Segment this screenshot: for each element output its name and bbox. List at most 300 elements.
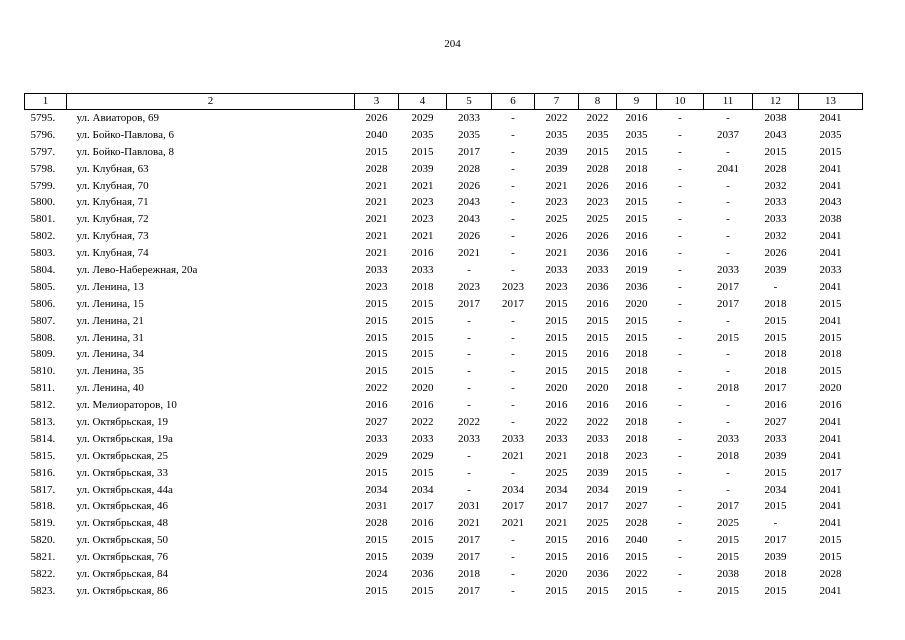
header-cell: 6 <box>492 94 535 110</box>
table-row <box>25 532 863 549</box>
row-number: 5815. <box>30 449 56 462</box>
year-cell: 2021 <box>365 230 388 243</box>
year-cell: 2022 <box>586 415 609 428</box>
year-cell: 2021 <box>502 449 524 462</box>
year-cell: 2015 <box>586 331 609 344</box>
year-cell: - <box>511 213 515 226</box>
year-cell: 2035 <box>586 128 609 141</box>
year-cell: 2021 <box>411 179 434 192</box>
year-cell: 2022 <box>586 111 609 124</box>
year-cell: 2015 <box>819 331 842 344</box>
year-cell: 2018 <box>764 567 787 580</box>
year-cell: 2041 <box>819 111 842 124</box>
year-cell: - <box>773 517 778 530</box>
year-cell: 2017 <box>717 500 739 513</box>
row-number: 5804. <box>30 263 56 276</box>
year-cell: 2028 <box>625 517 648 530</box>
row-number: 5813. <box>30 415 56 428</box>
year-cell: 2019 <box>625 483 648 496</box>
year-cell: - <box>467 348 471 361</box>
year-cell: 2040 <box>625 534 648 547</box>
year-cell: - <box>511 399 515 412</box>
year-cell: 2024 <box>365 567 388 580</box>
year-cell: 2016 <box>625 247 648 260</box>
year-cell: 2015 <box>411 534 434 547</box>
year-cell: - <box>726 314 730 327</box>
year-cell: 2015 <box>545 297 568 310</box>
year-cell: 2015 <box>365 584 388 597</box>
row-number: 5800. <box>30 196 56 209</box>
year-cell: 2020 <box>625 297 648 310</box>
year-cell: 2015 <box>545 348 568 361</box>
year-cell: 2021 <box>458 517 480 530</box>
row-number: 5819. <box>30 517 56 530</box>
address-cell: ул. Клубная, 72 <box>76 213 149 226</box>
year-cell: 2043 <box>458 196 480 209</box>
year-cell: 2033 <box>717 432 739 445</box>
year-cell: 2015 <box>625 145 648 158</box>
year-cell: 2022 <box>545 415 568 428</box>
row-number: 5814. <box>30 432 56 445</box>
year-cell: 2028 <box>365 162 388 175</box>
address-cell: ул. Лево-Набережная, 20а <box>76 263 198 276</box>
year-cell: 2023 <box>545 196 568 209</box>
year-cell: 2015 <box>545 534 568 547</box>
year-cell: 2016 <box>625 399 648 412</box>
year-cell: 2016 <box>586 348 609 361</box>
year-cell: 2015 <box>764 314 787 327</box>
year-cell: 2025 <box>545 466 568 479</box>
year-cell: 2018 <box>625 432 648 445</box>
year-cell: 2043 <box>819 196 842 209</box>
year-cell: - <box>678 382 682 395</box>
year-cell: - <box>678 162 682 175</box>
address-cell: ул. Авиаторов, 69 <box>76 111 159 124</box>
year-cell: 2017 <box>458 534 480 547</box>
year-cell: 2015 <box>819 551 842 564</box>
year-cell: 2018 <box>625 162 648 175</box>
year-cell: 2016 <box>411 247 434 260</box>
year-cell: - <box>678 348 682 361</box>
year-cell: - <box>726 365 730 378</box>
year-cell: - <box>678 517 682 530</box>
year-cell: 2015 <box>411 348 434 361</box>
year-cell: 2017 <box>458 145 480 158</box>
year-cell: 2020 <box>545 567 568 580</box>
row-number: 5821. <box>30 551 56 564</box>
row-number: 5795. <box>30 111 56 124</box>
year-cell: 2016 <box>586 534 609 547</box>
year-cell: 2041 <box>717 162 739 175</box>
year-cell: 2018 <box>625 415 648 428</box>
year-cell: - <box>467 263 471 276</box>
year-cell: 2033 <box>411 432 434 445</box>
year-cell: - <box>511 145 515 158</box>
year-cell: 2017 <box>502 297 524 310</box>
year-cell: 2015 <box>365 365 388 378</box>
year-cell: 2041 <box>819 247 842 260</box>
year-cell: 2027 <box>764 415 787 428</box>
year-cell: - <box>678 415 682 428</box>
year-cell: - <box>726 348 730 361</box>
year-cell: 2018 <box>586 449 609 462</box>
year-cell: 2020 <box>545 382 568 395</box>
year-cell: 2015 <box>545 551 568 564</box>
year-cell: 2018 <box>819 348 842 361</box>
row-number: 5798. <box>30 162 56 175</box>
year-cell: 2025 <box>717 517 739 530</box>
year-cell: 2034 <box>411 483 434 496</box>
year-cell: 2033 <box>458 111 480 124</box>
table-row <box>25 228 863 245</box>
row-number: 5807. <box>30 314 56 327</box>
year-cell: 2032 <box>764 179 787 192</box>
year-cell: 2015 <box>365 331 388 344</box>
year-cell: 2041 <box>819 280 842 293</box>
year-cell: 2015 <box>411 365 434 378</box>
year-cell: 2016 <box>819 399 842 412</box>
year-cell: 2017 <box>819 466 842 479</box>
year-cell: 2015 <box>819 297 842 310</box>
year-cell: 2016 <box>365 399 388 412</box>
year-cell: 2033 <box>586 432 609 445</box>
year-cell: 2033 <box>764 196 787 209</box>
year-cell: 2033 <box>502 432 524 445</box>
year-cell: 2039 <box>411 162 434 175</box>
year-cell: - <box>678 263 682 276</box>
address-cell: ул. Октябрьская, 84 <box>76 567 168 580</box>
year-cell: - <box>726 230 730 243</box>
header-cell: 2 <box>67 94 355 110</box>
header-cell: 5 <box>447 94 492 110</box>
address-cell: ул. Октябрьская, 44а <box>76 483 173 496</box>
year-cell: 2033 <box>764 432 787 445</box>
header-cell: 11 <box>704 94 753 110</box>
table-row <box>25 380 863 397</box>
year-cell: 2015 <box>625 314 648 327</box>
year-cell: - <box>678 432 682 445</box>
year-cell: 2041 <box>819 415 842 428</box>
year-cell: - <box>773 280 778 293</box>
year-cell: 2015 <box>365 466 388 479</box>
year-cell: - <box>678 247 682 260</box>
header-cell: 13 <box>799 94 863 110</box>
table-row <box>25 262 863 279</box>
year-cell: 2015 <box>411 466 434 479</box>
year-cell: - <box>511 230 515 243</box>
year-cell: - <box>678 314 682 327</box>
year-cell: 2034 <box>586 483 609 496</box>
year-cell: - <box>511 314 515 327</box>
year-cell: - <box>511 567 515 580</box>
year-cell: - <box>678 111 682 124</box>
year-cell: - <box>678 196 682 209</box>
year-cell: 2021 <box>365 247 388 260</box>
year-cell: - <box>511 179 515 192</box>
year-cell: - <box>467 314 471 327</box>
header-cell: 10 <box>657 94 704 110</box>
table-row <box>25 566 863 583</box>
year-cell: - <box>726 145 730 158</box>
year-cell: 2038 <box>764 111 787 124</box>
year-cell: 2016 <box>764 399 787 412</box>
year-cell: 2026 <box>458 230 480 243</box>
year-cell: 2017 <box>411 500 434 513</box>
year-cell: 2039 <box>411 551 434 564</box>
year-cell: - <box>467 365 471 378</box>
year-cell: 2015 <box>411 584 434 597</box>
year-cell: 2041 <box>819 179 842 192</box>
table-body <box>25 110 863 600</box>
year-cell: 2015 <box>717 551 739 564</box>
address-cell: ул. Ленина, 15 <box>76 297 144 310</box>
year-cell: 2037 <box>717 128 739 141</box>
address-cell: ул. Октябрьская, 19а <box>76 432 173 445</box>
year-cell: 2015 <box>411 314 434 327</box>
year-cell: 2021 <box>365 179 388 192</box>
header-cell: 7 <box>535 94 579 110</box>
year-cell: 2015 <box>625 196 648 209</box>
address-cell: ул. Бойко-Павлова, 6 <box>76 128 174 141</box>
address-cell: ул. Октябрьская, 33 <box>76 466 168 479</box>
table-row <box>25 498 863 515</box>
row-number: 5802. <box>30 230 56 243</box>
year-cell: 2026 <box>458 179 480 192</box>
year-cell: 2033 <box>545 432 568 445</box>
year-cell: 2022 <box>625 567 648 580</box>
year-cell: 2022 <box>411 415 434 428</box>
year-cell: 2041 <box>819 162 842 175</box>
year-cell: 2036 <box>411 567 434 580</box>
year-cell: 2041 <box>819 432 842 445</box>
year-cell: - <box>726 247 730 260</box>
year-cell: 2040 <box>365 128 388 141</box>
year-cell: 2029 <box>365 449 388 462</box>
year-cell: 2026 <box>764 247 787 260</box>
year-cell: - <box>726 415 730 428</box>
year-cell: 2029 <box>411 111 434 124</box>
year-cell: 2036 <box>586 567 609 580</box>
year-cell: 2027 <box>625 500 648 513</box>
row-number: 5811. <box>30 382 55 395</box>
year-cell: 2015 <box>365 551 388 564</box>
table-row <box>25 515 863 532</box>
year-cell: 2038 <box>717 567 739 580</box>
year-cell: - <box>678 449 682 462</box>
year-cell: 2015 <box>411 145 434 158</box>
year-cell: - <box>678 179 682 192</box>
year-cell: 2021 <box>365 213 388 226</box>
year-cell: 2035 <box>411 128 434 141</box>
header-cell: 9 <box>617 94 657 110</box>
year-cell: 2016 <box>545 399 568 412</box>
year-cell: - <box>678 584 682 597</box>
year-cell: 2023 <box>411 196 434 209</box>
header-cell: 8 <box>579 94 617 110</box>
year-cell: 2019 <box>625 263 648 276</box>
year-cell: - <box>678 483 682 496</box>
year-cell: 2018 <box>717 449 739 462</box>
year-cell: 2015 <box>764 584 787 597</box>
year-cell: 2028 <box>764 162 787 175</box>
year-cell: - <box>467 483 471 496</box>
year-cell: 2028 <box>458 162 480 175</box>
year-cell: 2018 <box>411 280 434 293</box>
year-cell: 2015 <box>545 584 568 597</box>
year-cell: - <box>511 584 515 597</box>
address-cell: ул. Ленина, 34 <box>76 348 144 361</box>
year-cell: - <box>678 534 682 547</box>
year-cell: 2036 <box>625 280 648 293</box>
year-cell: - <box>726 179 730 192</box>
header-cell: 1 <box>25 94 67 110</box>
year-cell: 2015 <box>625 551 648 564</box>
year-cell: - <box>726 111 730 124</box>
year-cell: - <box>678 230 682 243</box>
table-row <box>25 194 863 211</box>
year-cell: 2021 <box>545 449 568 462</box>
year-cell: 2015 <box>365 145 388 158</box>
row-number: 5820. <box>30 534 56 547</box>
table-row <box>25 211 863 228</box>
year-cell: - <box>726 196 730 209</box>
row-number: 5799. <box>30 179 56 192</box>
year-cell: 2041 <box>819 584 842 597</box>
year-cell: - <box>678 399 682 412</box>
year-cell: - <box>511 247 515 260</box>
year-cell: 2015 <box>586 584 609 597</box>
table-row <box>25 296 863 313</box>
year-cell: 2021 <box>411 230 434 243</box>
year-cell: - <box>678 128 682 141</box>
year-cell: 2039 <box>545 145 568 158</box>
year-cell: - <box>511 534 515 547</box>
row-number: 5803. <box>30 247 56 260</box>
year-cell: 2034 <box>365 483 388 496</box>
year-cell: - <box>511 365 515 378</box>
year-cell: 2020 <box>586 382 609 395</box>
year-cell: 2016 <box>586 297 609 310</box>
table-row <box>25 414 863 431</box>
year-cell: 2038 <box>819 213 842 226</box>
year-cell: 2039 <box>764 551 787 564</box>
year-cell: 2015 <box>365 348 388 361</box>
year-cell: 2027 <box>365 415 388 428</box>
year-cell: 2036 <box>586 247 609 260</box>
table-row <box>25 448 863 465</box>
year-cell: 2015 <box>365 314 388 327</box>
address-cell: ул. Ленина, 31 <box>76 331 144 344</box>
year-cell: - <box>511 128 515 141</box>
year-cell: 2018 <box>625 382 648 395</box>
year-cell: 2025 <box>586 213 609 226</box>
year-cell: 2023 <box>411 213 434 226</box>
year-cell: - <box>726 399 730 412</box>
table-row <box>25 549 863 566</box>
year-cell: 2033 <box>764 213 787 226</box>
address-cell: ул. Мелиораторов, 10 <box>76 399 177 412</box>
year-cell: 2021 <box>365 196 388 209</box>
table-row <box>25 482 863 499</box>
year-cell: - <box>678 551 682 564</box>
year-cell: - <box>678 365 682 378</box>
row-number: 5796. <box>30 128 56 141</box>
year-cell: 2032 <box>764 230 787 243</box>
year-cell: - <box>511 196 515 209</box>
year-cell: 2021 <box>545 517 568 530</box>
year-cell: 2016 <box>625 179 648 192</box>
year-cell: 2018 <box>458 567 480 580</box>
year-cell: 2033 <box>545 263 568 276</box>
year-cell: - <box>678 331 682 344</box>
year-cell: 2023 <box>458 280 480 293</box>
table-row <box>25 346 863 363</box>
address-cell: ул. Клубная, 74 <box>76 247 149 260</box>
address-cell: ул. Октябрьская, 19 <box>76 415 168 428</box>
year-cell: 2017 <box>717 297 739 310</box>
row-number: 5801. <box>30 213 56 226</box>
year-cell: 2017 <box>545 500 568 513</box>
year-cell: 2018 <box>764 348 787 361</box>
year-cell: - <box>511 348 515 361</box>
year-cell: 2025 <box>586 517 609 530</box>
year-cell: - <box>467 331 471 344</box>
year-cell: 2018 <box>625 365 648 378</box>
year-cell: 2015 <box>586 314 609 327</box>
year-cell: 2035 <box>819 128 842 141</box>
table-row <box>25 583 863 600</box>
year-cell: 2036 <box>586 280 609 293</box>
header-cell: 4 <box>399 94 447 110</box>
year-cell: 2041 <box>819 449 842 462</box>
header-cell: 3 <box>355 94 399 110</box>
year-cell: - <box>726 483 730 496</box>
year-cell: 2017 <box>502 500 524 513</box>
header-row <box>25 94 863 110</box>
year-cell: 2033 <box>586 263 609 276</box>
year-cell: 2017 <box>458 297 480 310</box>
year-cell: 2021 <box>545 179 568 192</box>
year-cell: 2023 <box>625 449 648 462</box>
year-cell: 2031 <box>365 500 388 513</box>
year-cell: - <box>678 567 682 580</box>
year-cell: 2015 <box>717 331 739 344</box>
year-cell: - <box>467 382 471 395</box>
address-cell: ул. Октябрьская, 25 <box>76 449 168 462</box>
year-cell: 2017 <box>764 382 787 395</box>
year-cell: 2043 <box>764 128 787 141</box>
row-number: 5809. <box>30 348 56 361</box>
year-cell: 2015 <box>365 297 388 310</box>
page-number: 204 <box>444 38 461 50</box>
year-cell: - <box>511 551 515 564</box>
year-cell: 2015 <box>586 145 609 158</box>
year-cell: 2015 <box>411 297 434 310</box>
year-cell: - <box>726 466 730 479</box>
year-cell: - <box>678 213 682 226</box>
year-cell: - <box>467 399 471 412</box>
address-cell: ул. Ленина, 13 <box>76 280 144 293</box>
year-cell: - <box>678 500 682 513</box>
year-cell: 2035 <box>545 128 568 141</box>
address-cell: ул. Бойко-Павлова, 8 <box>76 145 174 158</box>
year-cell: 2035 <box>625 128 648 141</box>
address-cell: ул. Ленина, 40 <box>76 382 144 395</box>
year-cell: 2015 <box>545 314 568 327</box>
year-cell: 2033 <box>365 432 388 445</box>
year-cell: 2015 <box>717 534 739 547</box>
year-cell: 2041 <box>819 500 842 513</box>
